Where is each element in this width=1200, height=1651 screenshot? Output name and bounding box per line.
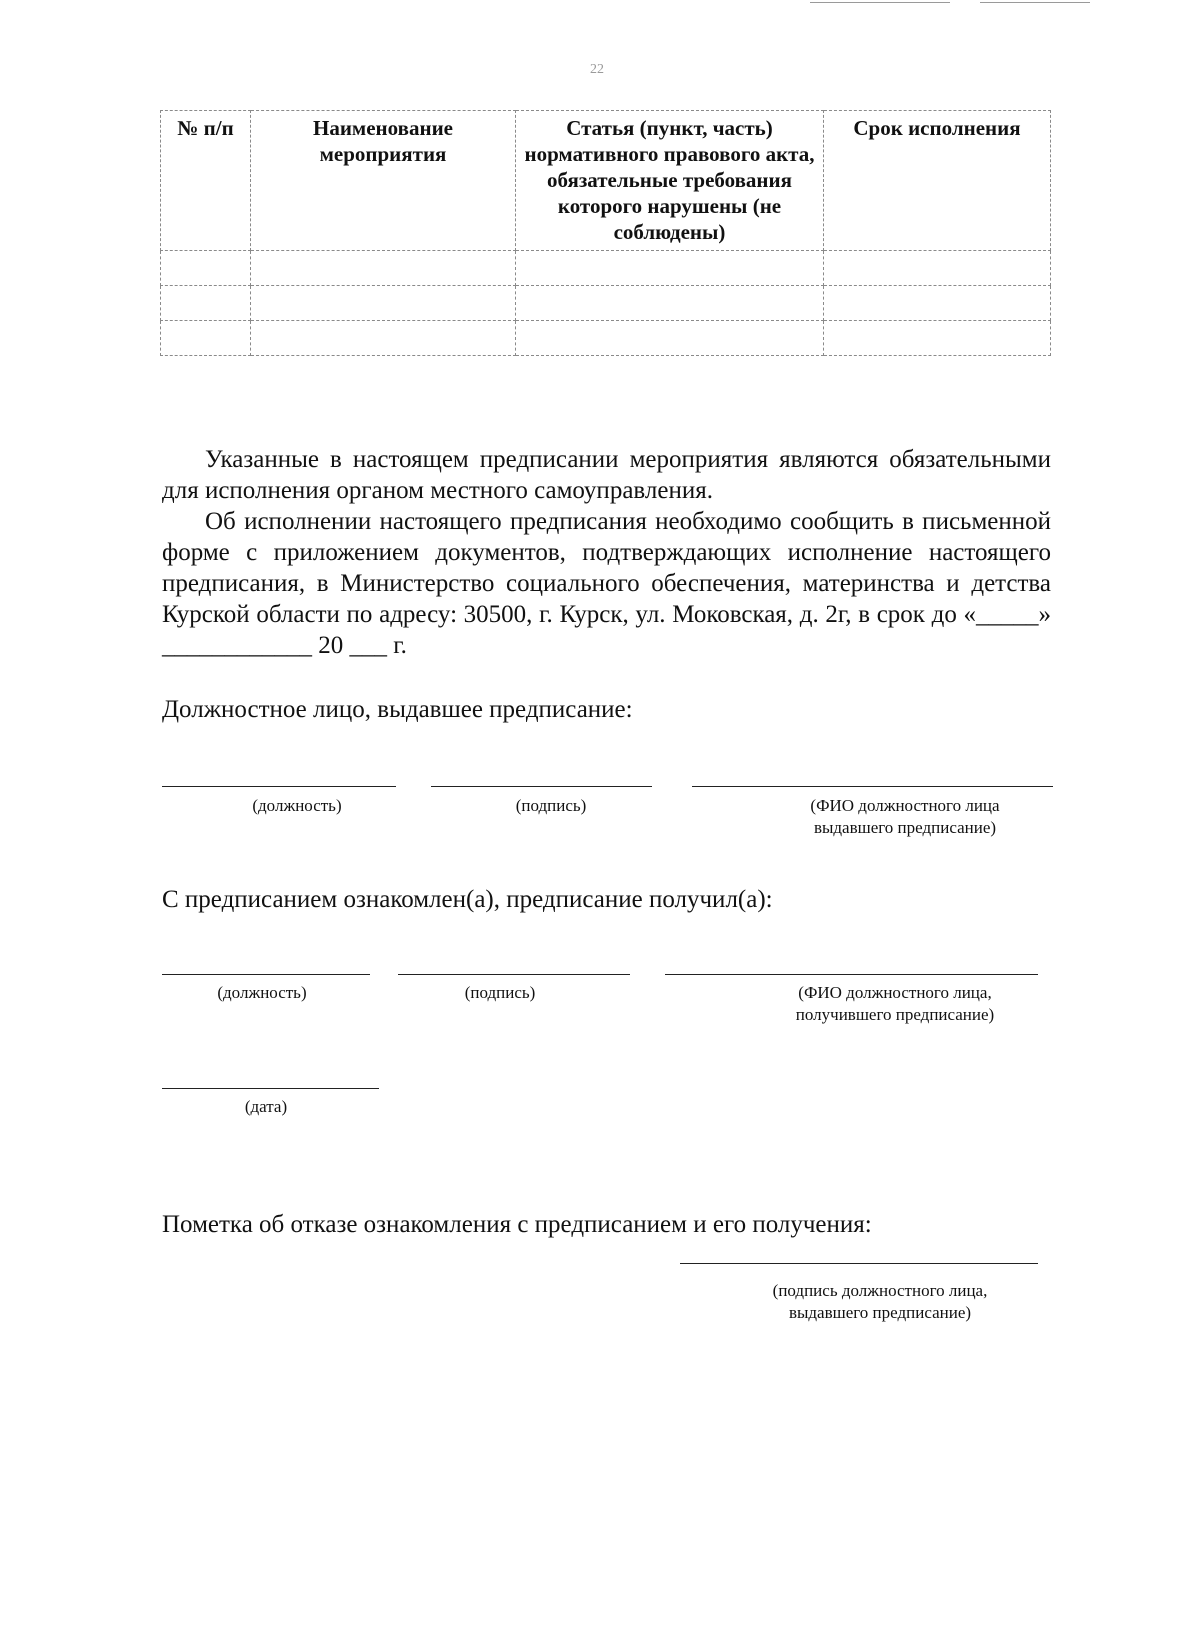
- issuer-position-line: [162, 786, 396, 787]
- table-cell: [251, 286, 516, 321]
- page-number: 22: [590, 62, 604, 77]
- recipient-heading: С предписанием ознакомлен(а), предписание получил(а):: [162, 886, 773, 913]
- issuer-fio-caption-line2: выдавшего предписание): [813, 818, 997, 837]
- refusal-heading: Пометка об отказе ознакомления с предписанием и его получения:: [162, 1211, 872, 1238]
- refusal-caption-line1: (подпись должностного лица,: [772, 1281, 988, 1300]
- table-cell: [251, 251, 516, 286]
- table-cell: [824, 251, 1051, 286]
- issuer-heading: Должностное лицо, выдавшее предписание:: [162, 696, 633, 723]
- paragraph-obligation: Указанные в настоящем предписании мероприятия являются обязательными для исполнения органом местного самоуправления.: [162, 446, 1051, 504]
- issuer-fio-line: [692, 786, 1053, 787]
- header-number: № п/п: [161, 111, 251, 251]
- issuer-position-caption: (должность): [252, 796, 342, 815]
- header-deadline: Срок исполнения: [824, 111, 1051, 251]
- recipient-fio-line: [665, 974, 1038, 975]
- table-header-row: [161, 111, 1051, 251]
- recipient-fio-caption-line2: получившего предписание): [795, 1005, 995, 1024]
- recipient-position-caption: (должность): [217, 983, 307, 1002]
- refusal-signature-line: [680, 1263, 1038, 1264]
- recipient-signature-caption: (подпись): [464, 983, 536, 1002]
- table-row: [161, 321, 1051, 356]
- table-cell: [516, 251, 824, 286]
- table-row: [161, 286, 1051, 321]
- recipient-date-caption: (дата): [244, 1097, 288, 1116]
- paragraph-reporting: Об исполнении настоящего предписания необходимо сообщить в письменной форме с приложением документов, подтверждающих исполнение настоящего предписания, в Министерство социального обеспечения, материнства и детства Курской области по адресу: 30500, г. Курск, ул. Моковская, д. 2г, в срок до «_____» ____________ 20 ___ г.: [162, 508, 1051, 659]
- table-cell: [161, 286, 251, 321]
- scan-artifact-line: [810, 2, 950, 3]
- header-violated-article: Статья (пункт, часть) нормативного правового акта, обязательные требования которого нарушены (не соблюдены): [516, 111, 824, 251]
- table-cell: [516, 321, 824, 356]
- issuer-fio-caption-line1: (ФИО должностного лица: [810, 796, 1000, 815]
- table-cell: [161, 251, 251, 286]
- table-cell: [516, 286, 824, 321]
- measures-table: [160, 110, 1051, 356]
- table-cell: [161, 321, 251, 356]
- scan-artifact-line: [980, 2, 1090, 3]
- refusal-caption-line2: выдавшего предписание): [788, 1303, 972, 1322]
- body-text: [162, 444, 1051, 661]
- header-measure-name: Наименование мероприятия: [251, 111, 516, 251]
- table-cell: [251, 321, 516, 356]
- table-cell: [824, 286, 1051, 321]
- recipient-signature-line: [398, 974, 630, 975]
- recipient-position-line: [162, 974, 370, 975]
- table-cell: [824, 321, 1051, 356]
- issuer-signature-caption: (подпись): [515, 796, 587, 815]
- recipient-date-line: [162, 1088, 379, 1089]
- recipient-fio-caption-line1: (ФИО должностного лица,: [798, 983, 992, 1002]
- table-row: [161, 251, 1051, 286]
- issuer-signature-line: [431, 786, 652, 787]
